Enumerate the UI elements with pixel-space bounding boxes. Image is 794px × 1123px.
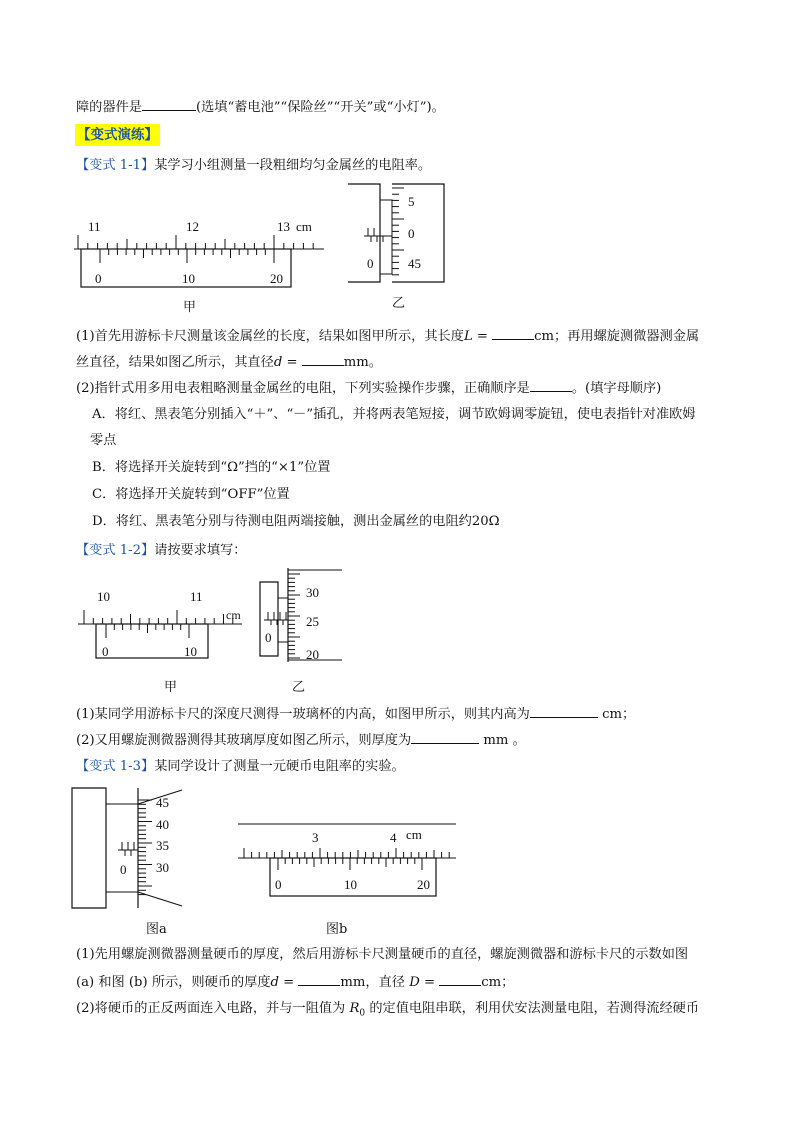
v1-3-text: 某同学设计了测量一元硬币电阻率的实验。: [154, 759, 405, 774]
unit-label: cm: [406, 827, 422, 842]
thimble-label: 30: [306, 585, 319, 600]
main-scale-label: 12: [186, 219, 199, 234]
sleeve-zero-label: 0: [367, 256, 374, 271]
main-scale-label: 11: [190, 589, 203, 604]
v1-1-vernier-figure: [74, 212, 334, 292]
q-text: cm；再用螺旋测微器测金属: [534, 329, 700, 344]
v1-3-micrometer-figure: [70, 786, 190, 912]
var-R: R: [349, 1001, 360, 1016]
fig-caption-a: 甲: [183, 300, 197, 315]
fig-caption-a: 图a: [146, 922, 167, 937]
option-d: D．将红、黑表笔分别与待测电阻两端接触，测出金属丝的电阻约20Ω: [92, 514, 500, 529]
v1-3-vernier-figure: [238, 822, 458, 900]
q-text: (1)某同学用游标卡尺的深度尺测得一玻璃杯的内高，如图甲所示，则其内高为: [76, 707, 530, 722]
thimble-label: 25: [306, 614, 319, 629]
q-text: cm；: [481, 975, 515, 990]
v1-2-heading: [76, 541, 247, 561]
vernier-label: 0: [275, 877, 282, 892]
v1-2-tag: 【变式 1-2】: [76, 543, 155, 558]
answer-blank-height[interactable]: [530, 703, 598, 718]
q-text: (a) 和图 (b) 所示，则硬币的厚度: [76, 975, 271, 990]
answer-blank-d[interactable]: [302, 351, 344, 366]
vernier-label: 10: [184, 644, 197, 659]
v1-3-tag: 【变式 1-3】: [76, 759, 155, 774]
q-text: mm，直径: [340, 975, 405, 990]
main-scale-label: 4: [390, 830, 397, 845]
option-a: A．将红、黑表笔分别插入“＋”、“－”插孔，并将两表笔短接，调节欧姆调零旋钮，使电表指针对准欧姆: [92, 407, 696, 422]
unit-label: cm: [296, 219, 312, 234]
fig-caption-b: 乙: [392, 296, 406, 311]
v1-1-heading: [76, 156, 431, 176]
v1-3-heading: [76, 757, 405, 777]
v1-1-q1-line1: (1)首先用游标卡尺测量该金属丝的长度，结果如图甲所示，其长度L = cm；再用螺旋测微器测金属: [76, 325, 699, 347]
sleeve-zero-label: 0: [265, 630, 272, 645]
fig-caption-b: 图b: [326, 922, 348, 937]
option-a-cont: 零点: [90, 433, 117, 448]
q-text: 的定值电阻串联，利用伏安法测量电阻，若测得流经硬币: [369, 1001, 700, 1016]
v1-3-q2: [76, 999, 699, 1024]
v1-2-text: 请按要求填写：: [154, 543, 247, 558]
vernier-label: 0: [95, 271, 102, 286]
q-text: (2)将硬币的正反两面连入电路，并与一阻值为: [76, 1001, 346, 1016]
fig-caption-a: 甲: [164, 680, 178, 695]
answer-blank-thickness[interactable]: [411, 729, 479, 744]
answer-blank-order[interactable]: [530, 377, 572, 392]
thimble-label: 30: [156, 860, 169, 875]
top-line-text-end: (选填“蓄电池”“保险丝”“开关”或“小灯”)。: [195, 100, 445, 115]
q-text: (2)指针式用多用电表粗略测量金属丝的电阻，下列实验操作步骤，正确顺序是: [76, 381, 530, 396]
q-text: 丝直径，结果如图乙所示，其直径: [76, 355, 274, 370]
var-R-sub: 0: [359, 1008, 366, 1019]
unit-label: cm: [226, 608, 241, 622]
v1-1-micrometer-figure: [346, 180, 452, 286]
answer-blank[interactable]: [142, 96, 196, 111]
v1-3-q1-line1: (1)先用螺旋测微器测量硬币的厚度，然后用游标卡尺测量硬币的直径，螺旋测微器和游标卡尺的示数如图: [76, 947, 689, 962]
thimble-label: 0: [408, 226, 415, 241]
answer-blank-d[interactable]: [298, 971, 340, 986]
var-L: L: [463, 329, 473, 344]
q-text: mm。: [343, 355, 382, 370]
var-d: d: [273, 355, 283, 370]
main-scale-label: 10: [97, 589, 110, 604]
main-scale-label: 11: [88, 219, 101, 234]
q-text: cm；: [602, 707, 636, 722]
thimble-label: 35: [156, 838, 169, 853]
vernier-label: 0: [102, 644, 109, 659]
q-text: mm 。: [483, 733, 526, 748]
v1-1-q1-line2: 丝直径，结果如图乙所示，其直径d = mm。: [76, 351, 382, 373]
top-line-text: 障的器件是: [76, 100, 142, 115]
thimble-label: 5: [408, 194, 415, 209]
fig-caption-b: 乙: [292, 680, 306, 695]
v1-2-q1: [76, 703, 635, 725]
v1-1-q2: [76, 377, 661, 399]
thimble-label: 20: [306, 647, 319, 662]
answer-blank-D[interactable]: [439, 971, 481, 986]
v1-2-q2: [76, 729, 526, 751]
q-text: (1)首先用游标卡尺测量该金属丝的长度，结果如图甲所示，其长度: [76, 329, 464, 344]
q-text: (2)又用螺旋测微器测得其玻璃厚度如图乙所示，则厚度为: [76, 733, 412, 748]
thimble-label: 45: [156, 795, 169, 810]
v1-1-text: 某学习小组测量一段粗细均匀金属丝的电阻率。: [154, 158, 432, 173]
top-line: [76, 96, 445, 118]
v1-2-micrometer-figure: [258, 566, 348, 666]
main-scale-label: 13: [277, 219, 290, 234]
option-b: B．将选择开关旋转到“Ω”挡的“×1”位置: [92, 460, 331, 475]
v1-3-q1-line2: (a) 和图 (b) 所示，则硬币的厚度d = mm，直径 D = cm；: [76, 971, 514, 993]
sleeve-zero-label: 0: [120, 862, 127, 877]
v1-1-tag: 【变式 1-1】: [76, 158, 155, 173]
var-D: D: [409, 975, 420, 990]
main-scale-label: 3: [312, 830, 319, 845]
thimble-label: 40: [156, 817, 169, 832]
option-c: C．将选择开关旋转到“OFF”位置: [92, 487, 290, 502]
vernier-label: 20: [417, 877, 430, 892]
q-text: 。(填字母顺序): [571, 381, 662, 396]
vernier-label: 20: [270, 271, 283, 286]
answer-blank-L[interactable]: [492, 325, 534, 340]
section-tag: 【变式演练】: [75, 124, 160, 146]
vernier-label: 10: [344, 877, 357, 892]
v1-2-vernier-figure: [74, 586, 254, 662]
thimble-label: 45: [408, 256, 421, 271]
vernier-label: 10: [182, 271, 195, 286]
var-d: d: [270, 975, 279, 990]
